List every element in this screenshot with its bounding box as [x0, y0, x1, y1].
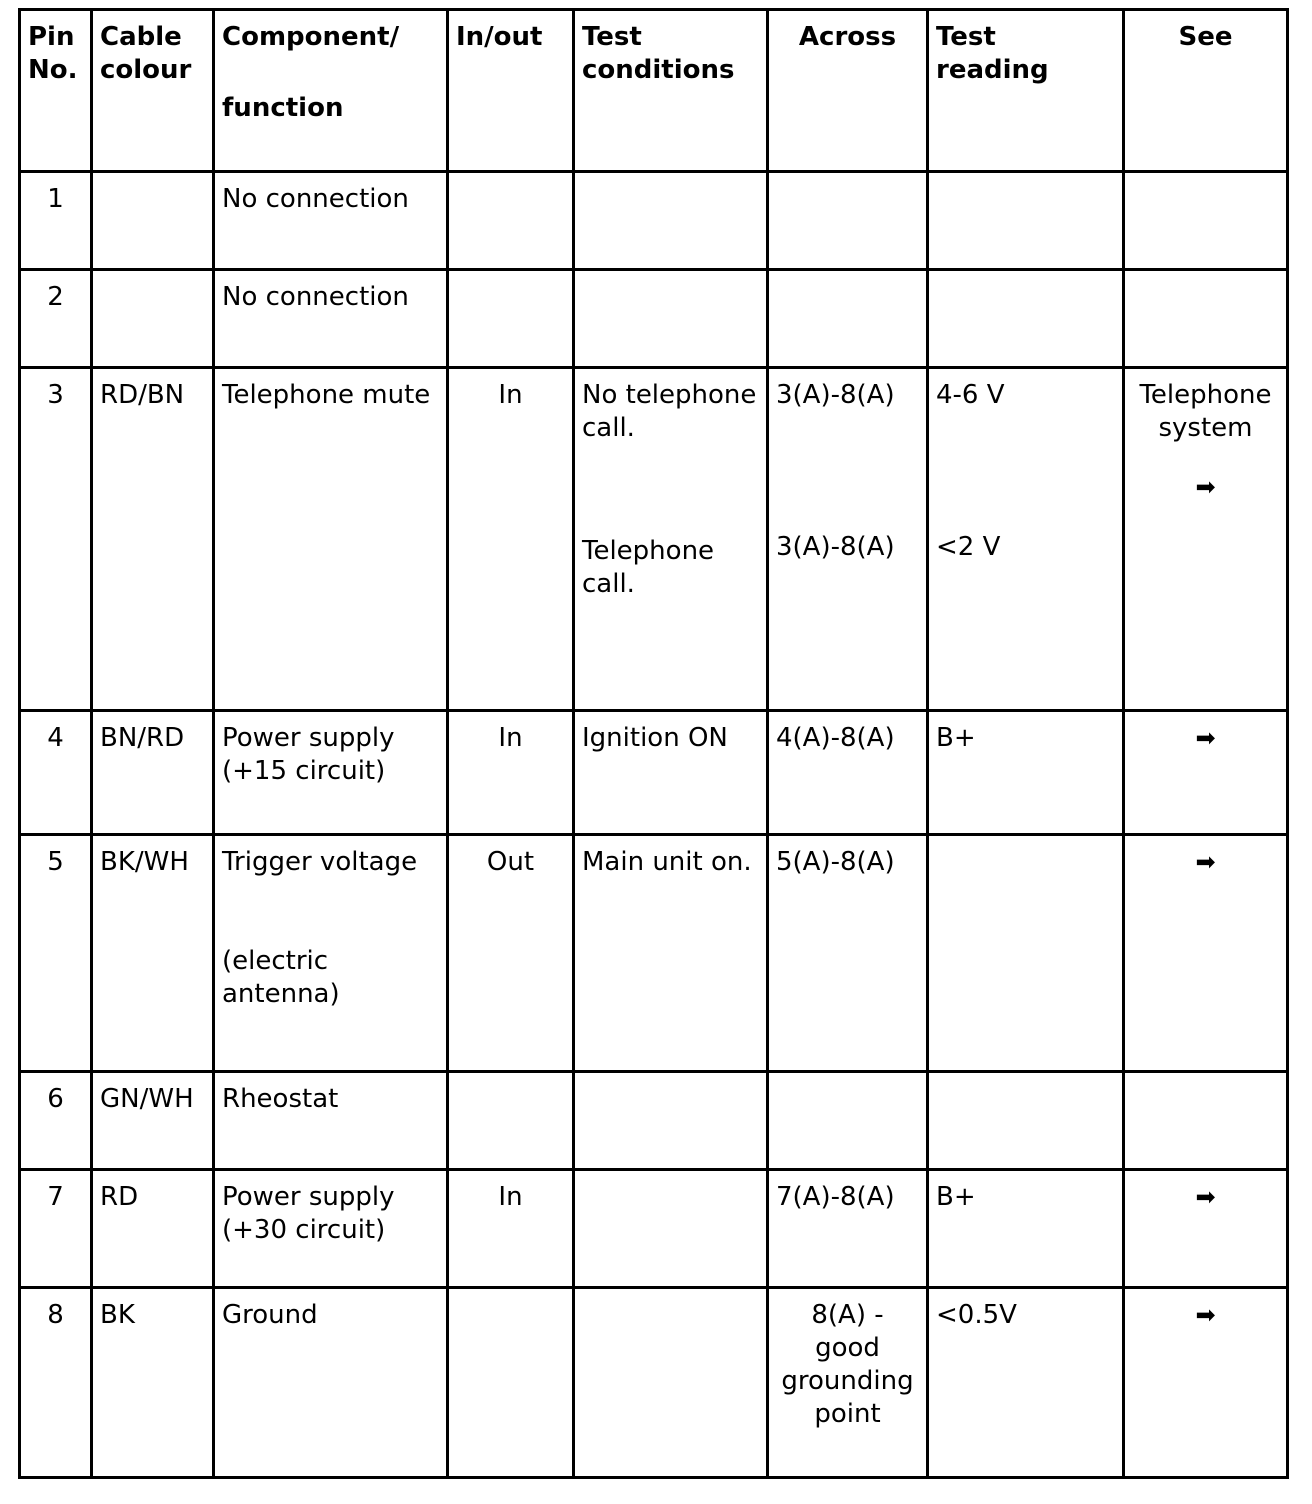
conditions-cell — [574, 270, 768, 368]
see-cell — [1124, 1072, 1288, 1170]
pin-assignment-table — [18, 8, 1289, 1479]
across-cell — [768, 172, 928, 270]
table-row — [20, 1072, 1288, 1170]
see-reference[interactable]: Telephone system — [1139, 380, 1272, 443]
header-in-out: In/out — [448, 10, 574, 172]
pin-cell: 2 — [20, 270, 92, 368]
pin-cell: 7 — [20, 1170, 92, 1288]
conditions-cell — [574, 368, 768, 711]
across-cell: 5(A)-8(A) — [768, 835, 928, 1072]
component-cell: Ground — [214, 1288, 448, 1478]
header-cable-colour: Cable colour — [92, 10, 214, 172]
arrow-right-icon[interactable]: ➡ — [1195, 1301, 1216, 1329]
reading-cell — [928, 172, 1124, 270]
header-across: Across — [768, 10, 928, 172]
see-cell — [1124, 835, 1288, 1072]
component-cell: Power supply (+30 circuit) — [214, 1170, 448, 1288]
reading-cell — [928, 270, 1124, 368]
condition-no-call: No telephone call. — [582, 380, 757, 443]
across-cell — [768, 270, 928, 368]
conditions-cell — [574, 172, 768, 270]
across-cell: 4(A)-8(A) — [768, 711, 928, 835]
arrow-right-icon[interactable]: ➡ — [1195, 473, 1216, 501]
conditions-cell: Main unit on. — [574, 835, 768, 1072]
header-row — [20, 10, 1288, 172]
table-header — [20, 10, 1288, 172]
arrow-right-icon[interactable]: ➡ — [1195, 1183, 1216, 1211]
header-component-line2: function — [222, 93, 344, 123]
reading-cell — [928, 835, 1124, 1072]
see-cell — [1124, 1170, 1288, 1288]
header-component-function — [214, 10, 448, 172]
header-test-reading: Test reading — [928, 10, 1124, 172]
across-value: 3(A)-8(A) — [776, 532, 895, 562]
see-cell — [1124, 172, 1288, 270]
conditions-cell — [574, 1072, 768, 1170]
reading-cell: <0.5V — [928, 1288, 1124, 1478]
see-cell — [1124, 270, 1288, 368]
cable-cell — [92, 270, 214, 368]
across-cell — [768, 1072, 928, 1170]
across-value: 3(A)-8(A) — [776, 380, 895, 410]
inout-cell: In — [448, 711, 574, 835]
inout-cell — [448, 172, 574, 270]
conditions-cell — [574, 1170, 768, 1288]
component-note: (electric antenna) — [222, 946, 340, 1009]
across-cell — [768, 368, 928, 711]
table-row — [20, 1170, 1288, 1288]
header-pin: Pin No. — [20, 10, 92, 172]
pin-cell: 1 — [20, 172, 92, 270]
reading-cell — [928, 368, 1124, 711]
component-cell: Telephone mute — [214, 368, 448, 711]
pin-cell: 5 — [20, 835, 92, 1072]
pin-cell: 8 — [20, 1288, 92, 1478]
table-row — [20, 835, 1288, 1072]
table-row — [20, 270, 1288, 368]
inout-cell — [448, 1072, 574, 1170]
component-cell — [214, 835, 448, 1072]
see-cell — [1124, 711, 1288, 835]
inout-cell: In — [448, 1170, 574, 1288]
reading-cell: B+ — [928, 711, 1124, 835]
component-value: Trigger voltage — [222, 847, 418, 877]
header-see: See — [1124, 10, 1288, 172]
component-cell: No connection — [214, 270, 448, 368]
table-body — [20, 172, 1288, 1478]
cable-cell: BK/WH — [92, 835, 214, 1072]
cable-cell: RD/BN — [92, 368, 214, 711]
arrow-right-icon[interactable]: ➡ — [1195, 724, 1216, 752]
component-cell: No connection — [214, 172, 448, 270]
component-cell: Power supply (+15 circuit) — [214, 711, 448, 835]
header-component-line1: Component/ — [222, 22, 400, 52]
inout-cell — [448, 1288, 574, 1478]
reading-cell — [928, 1072, 1124, 1170]
across-cell: 8(A) - good grounding point — [768, 1288, 928, 1478]
pin-cell: 4 — [20, 711, 92, 835]
cable-cell: GN/WH — [92, 1072, 214, 1170]
component-cell: Rheostat — [214, 1072, 448, 1170]
reading-value: 4-6 V — [936, 380, 1005, 410]
arrow-right-icon[interactable]: ➡ — [1195, 848, 1216, 876]
see-cell — [1124, 368, 1288, 711]
see-cell — [1124, 1288, 1288, 1478]
table-row — [20, 172, 1288, 270]
inout-cell — [448, 270, 574, 368]
cable-cell — [92, 172, 214, 270]
across-cell: 7(A)-8(A) — [768, 1170, 928, 1288]
table-row — [20, 1288, 1288, 1478]
pin-cell: 3 — [20, 368, 92, 711]
table-row — [20, 711, 1288, 835]
header-test-conditions: Test conditions — [574, 10, 768, 172]
conditions-cell — [574, 1288, 768, 1478]
condition-call: Telephone call. — [582, 536, 715, 599]
conditions-cell: Ignition ON — [574, 711, 768, 835]
pin-cell: 6 — [20, 1072, 92, 1170]
reading-value: <2 V — [936, 532, 1001, 562]
table-row — [20, 368, 1288, 711]
inout-cell: In — [448, 368, 574, 711]
reading-cell: B+ — [928, 1170, 1124, 1288]
cable-cell: BK — [92, 1288, 214, 1478]
cable-cell: BN/RD — [92, 711, 214, 835]
cable-cell: RD — [92, 1170, 214, 1288]
inout-cell: Out — [448, 835, 574, 1072]
